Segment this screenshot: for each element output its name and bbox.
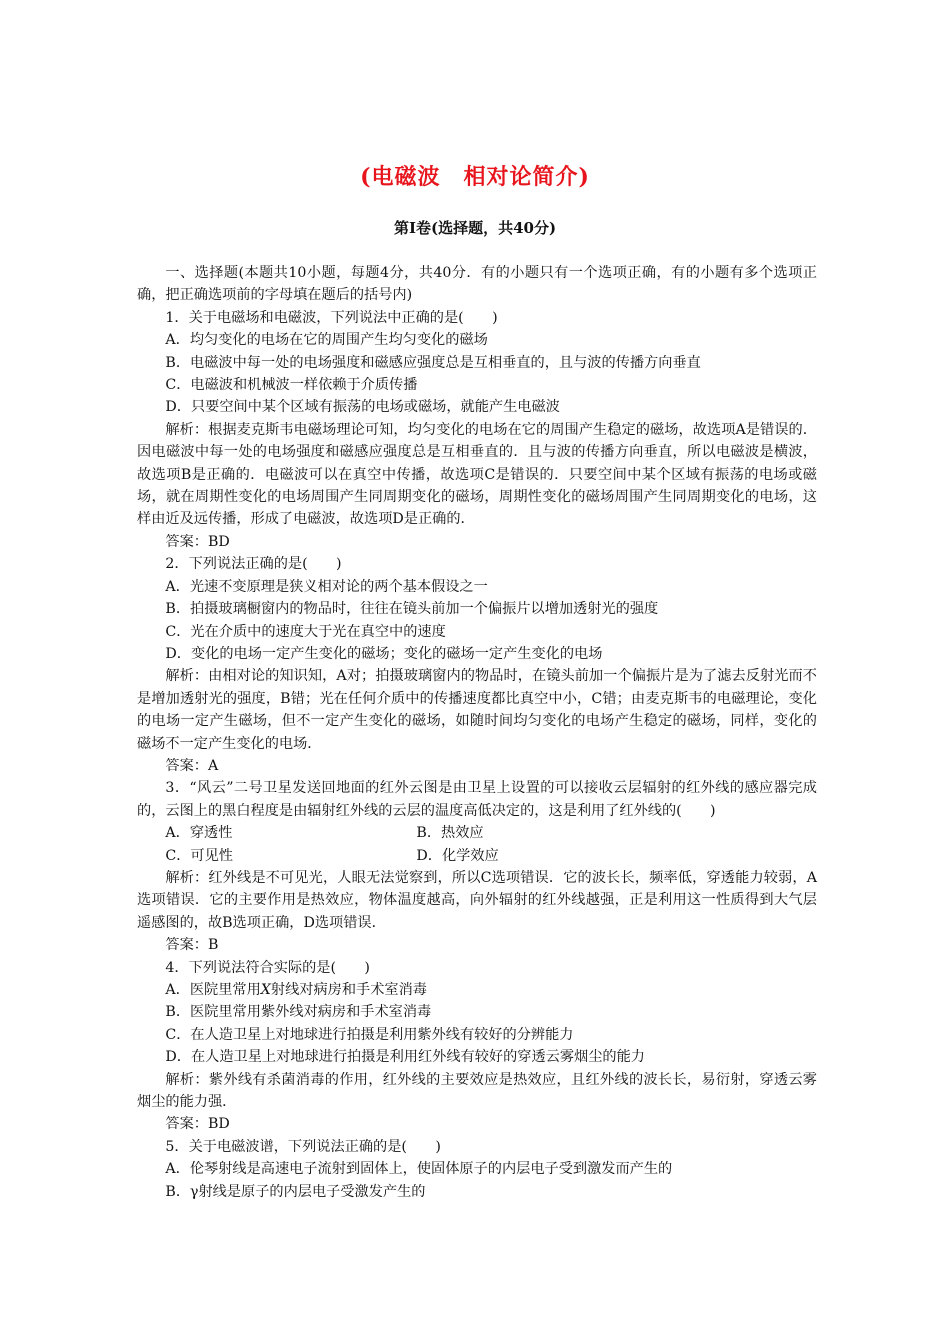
document-body: [137, 262, 817, 1203]
question-5-option-b: B．γ射线是原子的内层电子受激发产生的: [165, 1183, 426, 1200]
question-1-option-a: A．均匀变化的电场在它的周围产生均匀变化的磁场: [165, 332, 488, 349]
section-heading: 第Ⅰ卷(选择题，共40分): [393, 219, 557, 237]
page-title: (电磁波 相对论简介): [360, 164, 590, 190]
question-3-option-a: A．穿透性: [165, 825, 233, 842]
question-1-analysis: 解析：根据麦克斯韦电磁场理论可知，均匀变化的电场在它的周围产生稳定的磁场，故选项A是错误的．因电磁波中每一处的电场强度和磁感应强度总是互相垂直的．且与波的传播方向垂直，所以电磁波是横波，故选项B是正确的．电磁波可以在真空中传播，故选项C是错误的．只要空间中某个区域有振荡的电场或磁场，就在周期性变化的电场周围产生同周期变化的磁场，周期性变化的磁场周围产生同周期变化的电场，这样由近及远传播，形成了电磁波，故选项D是正确的．: [137, 421, 817, 528]
question-4-option-d: D．在人造卫星上对地球进行拍摄是利用红外线有较好的穿透云雾烟尘的能力: [165, 1049, 645, 1066]
question-4-option-b: B．医院里常用紫外线对病房和手术室消毒: [165, 1004, 432, 1021]
question-4-option-a: [137, 979, 817, 1001]
question-1-option-b: B．电磁波中每一处的电场强度和磁感应强度总是互相垂直的，且与波的传播方向垂直: [165, 354, 701, 371]
question-1-stem: 1．关于电磁场和电磁波，下列说法中正确的是( ): [165, 309, 498, 326]
question-4-analysis: 解析：紫外线有杀菌消毒的作用，红外线的主要效应是热效应，且红外线的波长长，易衍射，穿透云雾烟尘的能力强．: [137, 1071, 817, 1111]
intro-paragraph: 一、选择题(本题共10小题，每题4分，共40分．有的小题只有一个选项正确，有的小题有多个选项正确，把正确选项前的字母填在题后的括号内): [137, 265, 817, 304]
question-4-option-a-prefix: A．医院里常用: [165, 982, 261, 998]
question-2-option-d: D．变化的电场一定产生变化的磁场；变化的磁场一定产生变化的电场: [165, 645, 603, 662]
question-3-stem: 3．“风云”二号卫星发送回地面的红外云图是由卫星上设置的可以接收云层辐射的红外线的感应器完成的，云图上的黑白程度是由辐射红外线的云层的温度高低决定的，这是利用了红外线的( ): [137, 780, 817, 819]
question-2-answer: 答案：A: [165, 757, 219, 774]
question-4-answer: 答案：BD: [165, 1116, 230, 1133]
question-2-stem: 2．下列说法正确的是( ): [165, 556, 342, 573]
question-2-option-c: C．光在介质中的速度大于光在真空中的速度: [165, 623, 446, 640]
question-2-analysis: 解析：由相对论的知识知，A对；拍摄玻璃窗内的物品时，在镜头前加一个偏振片是为了滤去反射光而不是增加透射光的强度，B错；光在任何介质中的传播速度都比真空中小，C错；由麦克斯韦的电磁理论，变化的电场一定产生磁场，但不一定产生变化的磁场，如随时间均匀变化的电场产生稳定的磁场，同样，变化的磁场不一定产生变化的电场．: [137, 668, 817, 752]
question-3-answer: 答案：B: [165, 937, 219, 954]
question-2-option-a: A．光速不变原理是狭义相对论的两个基本假设之一: [165, 578, 488, 595]
question-2-option-b: B．拍摄玻璃橱窗内的物品时，往往在镜头前加一个偏振片以增加透射光的强度: [165, 601, 659, 618]
question-3-analysis: 解析：红外线是不可见光，人眼无法觉察到，所以C选项错误．它的波长长，频率低，穿透能力较弱，A选项错误．它的主要作用是热效应，物体温度越高，向外辐射的红外线越强，正是利用这一性质得到大气层遥感图的，故B选项正确，D选项错误．: [137, 869, 817, 931]
question-4-stem: 4．下列说法符合实际的是( ): [165, 959, 370, 976]
question-3-option-b: B．热效应: [416, 825, 484, 842]
question-1-answer: 答案：BD: [165, 533, 230, 550]
question-1-option-d: D．只要空间中某个区域有振荡的电场或磁场，就能产生电磁波: [165, 399, 560, 416]
question-5-stem: 5．关于电磁波谱，下列说法正确的是( ): [165, 1138, 441, 1155]
question-3-options: [137, 822, 817, 867]
question-1-option-c: C．电磁波和机械波一样依赖于介质传播: [165, 377, 418, 394]
question-3-option-c: C．可见性: [165, 847, 233, 864]
question-5-option-a: A．伦琴射线是高速电子流射到固体上，使固体原子的内层电子受到激发而产生的: [165, 1161, 673, 1178]
question-4-option-a-suffix: 射线对病房和手术室消毒: [270, 982, 427, 998]
question-4-option-c: C．在人造卫星上对地球进行拍摄是利用紫外线有较好的分辨能力: [165, 1026, 574, 1043]
question-3-option-d: D．化学效应: [416, 847, 499, 864]
x-ray-symbol: X: [260, 982, 271, 998]
